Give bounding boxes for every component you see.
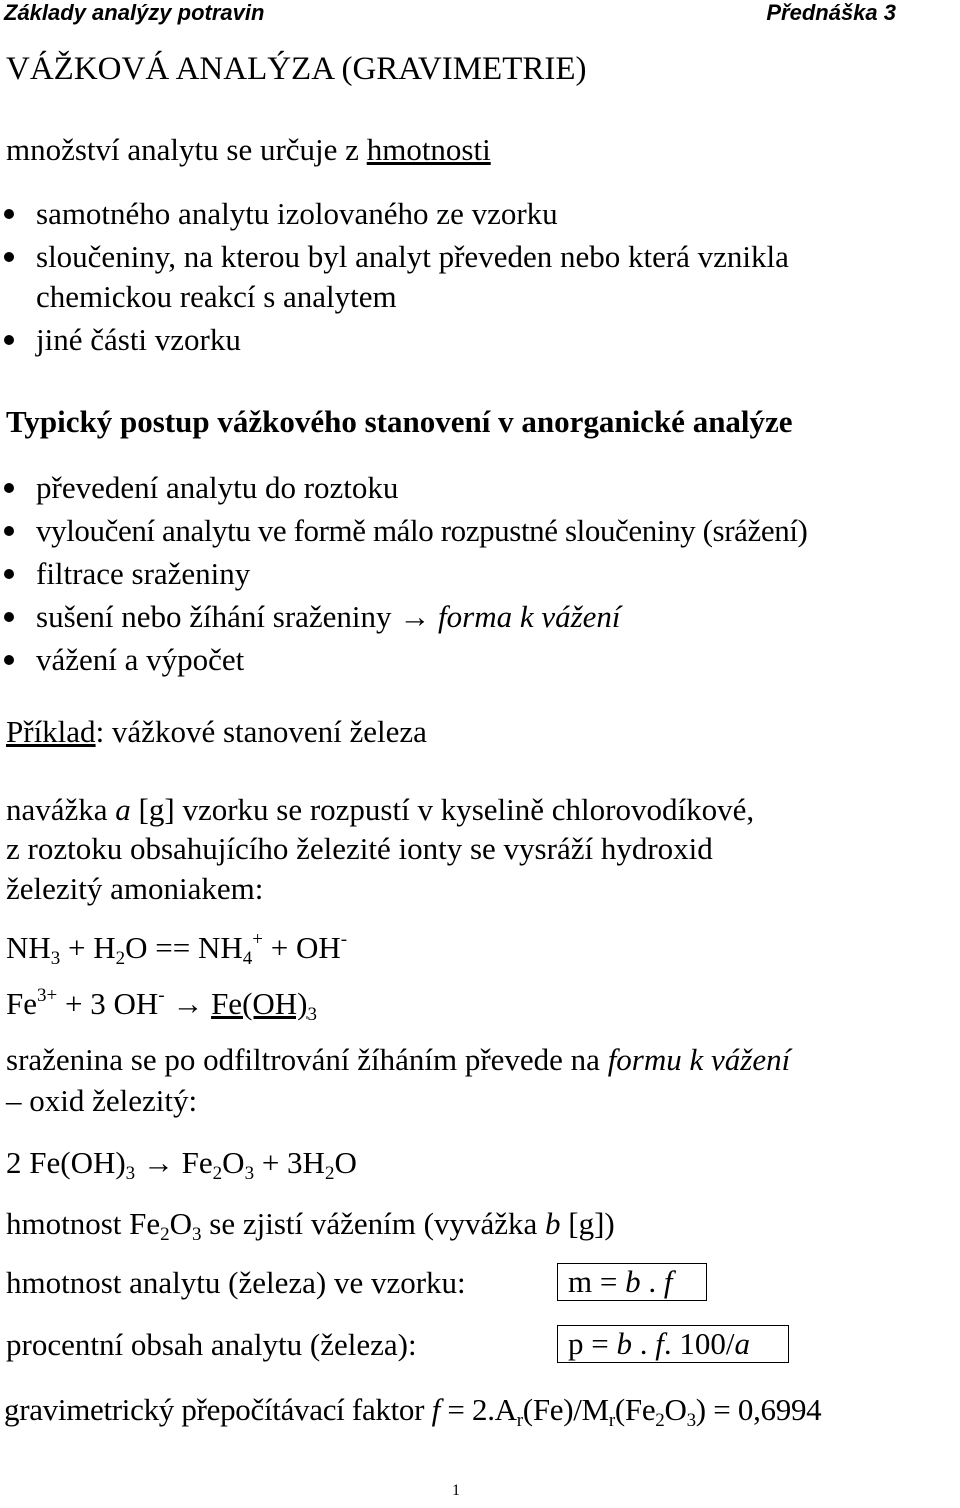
equation-calcination (6, 1145, 357, 1184)
text: + 3H (254, 1145, 325, 1180)
intro-line (6, 132, 491, 168)
subscript: 4 (242, 948, 253, 969)
header-course-title: Základy analýzy potravin (4, 0, 265, 25)
example-text: : vážkové stanovení železa (95, 714, 427, 749)
text: p = (568, 1326, 609, 1361)
list-item-italic: forma k vážení (438, 599, 621, 634)
page-number: 1 (452, 1482, 460, 1499)
equation-ammonia (6, 929, 348, 969)
superscript: - (340, 929, 348, 950)
list-item-text: sušení nebo žíhání sraženiny (36, 599, 392, 634)
subscript: 3 (244, 1163, 255, 1184)
text: 2 Fe(OH) (6, 1145, 126, 1180)
paragraph-line (6, 1042, 790, 1078)
text: Fe (181, 1145, 213, 1180)
variable-a: a (115, 792, 131, 827)
text: NH (6, 930, 51, 965)
list-item: vážení a výpočet (36, 642, 245, 677)
subscript: r (516, 1410, 523, 1431)
list-item-continuation: chemickou reakcí s analytem (36, 279, 397, 314)
text: + OH (263, 930, 341, 965)
subscript: r (608, 1410, 615, 1431)
subscript: 3 (686, 1410, 696, 1431)
text: Fe(OH) (211, 986, 308, 1021)
text: O == NH (125, 930, 243, 965)
text: se zjistí vážením (vyvážka (201, 1206, 538, 1241)
intro-underlined: hmotnosti (366, 132, 491, 167)
percent-label: procentní obsah analytu (železa): (6, 1327, 417, 1362)
list-item: vyloučení analytu ve formě málo rozpustné sloučeniny (srážení) (36, 513, 808, 548)
subscript: 2 (212, 1163, 223, 1184)
text: gravimetrický přepočítávací faktor (4, 1392, 425, 1427)
variable-b: b (625, 1264, 641, 1299)
text: . (639, 1326, 648, 1361)
text: O (664, 1392, 687, 1427)
subscript: 2 (655, 1410, 665, 1431)
superscript: - (158, 985, 165, 1006)
precipitate-formula (211, 986, 317, 1025)
arrow-icon: → (142, 1145, 174, 1180)
section-subtitle: Typický postup vážkového stanovení v anorganické analýze (6, 404, 793, 439)
bullet-icon (4, 655, 14, 665)
subscript: 2 (160, 1224, 170, 1245)
text: [g]) (568, 1206, 615, 1241)
header-lecture-label: Přednáška 3 (766, 0, 896, 25)
intro-text: množství analytu se určuje z (6, 132, 359, 167)
list-item: sloučeniny, na kterou byl analyt převeden nebo která vznikla (36, 239, 789, 274)
bullet-icon (4, 526, 14, 536)
bullet-icon (4, 612, 14, 622)
subscript: 3 (307, 1004, 317, 1025)
text: + H (60, 930, 116, 965)
text: Fe (6, 986, 37, 1021)
text: hmotnost Fe (6, 1206, 161, 1241)
subscript: 2 (115, 948, 126, 969)
superscript: + (252, 929, 264, 950)
list-item: samotného analytu izolovaného ze vzorku (36, 196, 558, 231)
example-label: Příklad (6, 714, 96, 749)
text: O (334, 1145, 357, 1180)
bullet-icon (4, 483, 14, 493)
text: . 100/ (663, 1326, 735, 1361)
analyte-mass-label: hmotnost analytu (železa) ve vzorku: (6, 1265, 466, 1300)
arrow-icon: → (399, 599, 431, 634)
list-item: jiné části vzorku (36, 322, 241, 357)
paragraph-line: – oxid železitý: (6, 1083, 198, 1118)
list-item (36, 599, 621, 635)
variable-f: f (655, 1326, 664, 1361)
page-title: VÁŽKOVÁ ANALÝZA (GRAVIMETRIE) (6, 51, 587, 87)
italic-text: formu k vážení (607, 1042, 791, 1077)
variable-f: f (663, 1264, 673, 1299)
paragraph-line (6, 792, 754, 828)
text: (Fe (614, 1392, 656, 1427)
variable-a: a (734, 1326, 750, 1361)
text: O (222, 1145, 245, 1180)
subscript: 3 (50, 948, 61, 969)
paragraph-line: železitý amoniakem: (6, 871, 264, 906)
text: (Fe)/M (522, 1392, 609, 1427)
text: O (169, 1206, 193, 1241)
analyte-mass-formula-box (557, 1263, 707, 1301)
text: [g] vzorku se rozpustí v kyselině chlorovodíkové, (138, 792, 755, 827)
superscript: 3+ (37, 985, 58, 1006)
text: . (648, 1264, 657, 1299)
conversion-factor-line (4, 1392, 822, 1431)
text: m = (568, 1264, 618, 1299)
paragraph-line: z roztoku obsahujícího železité ionty se vysráží hydroxid (6, 831, 713, 866)
text: navážka (6, 792, 108, 827)
bullet-icon (4, 209, 14, 219)
percent-formula-box (557, 1325, 789, 1363)
variable-f: f (431, 1392, 440, 1427)
list-item: převedení analytu do roztoku (36, 470, 399, 505)
subscript: 2 (324, 1163, 335, 1184)
equation-precipitation (6, 985, 317, 1025)
subscript: 3 (192, 1224, 202, 1245)
arrow-icon: → (172, 986, 204, 1021)
bullet-icon (4, 335, 14, 345)
variable-b: b (545, 1206, 561, 1241)
subscript: 3 (125, 1163, 136, 1184)
weighing-line (6, 1206, 615, 1245)
text: = 2.A (439, 1392, 517, 1427)
text: + 3 OH (57, 986, 159, 1021)
list-item: filtrace sraženiny (36, 556, 251, 591)
text: sraženina se po odfiltrování žíháním převede na (6, 1042, 600, 1077)
bullet-icon (4, 252, 14, 262)
text: ) = 0,6994 (695, 1392, 822, 1427)
variable-b: b (616, 1326, 632, 1361)
bullet-icon (4, 569, 14, 579)
example-heading (6, 714, 427, 750)
